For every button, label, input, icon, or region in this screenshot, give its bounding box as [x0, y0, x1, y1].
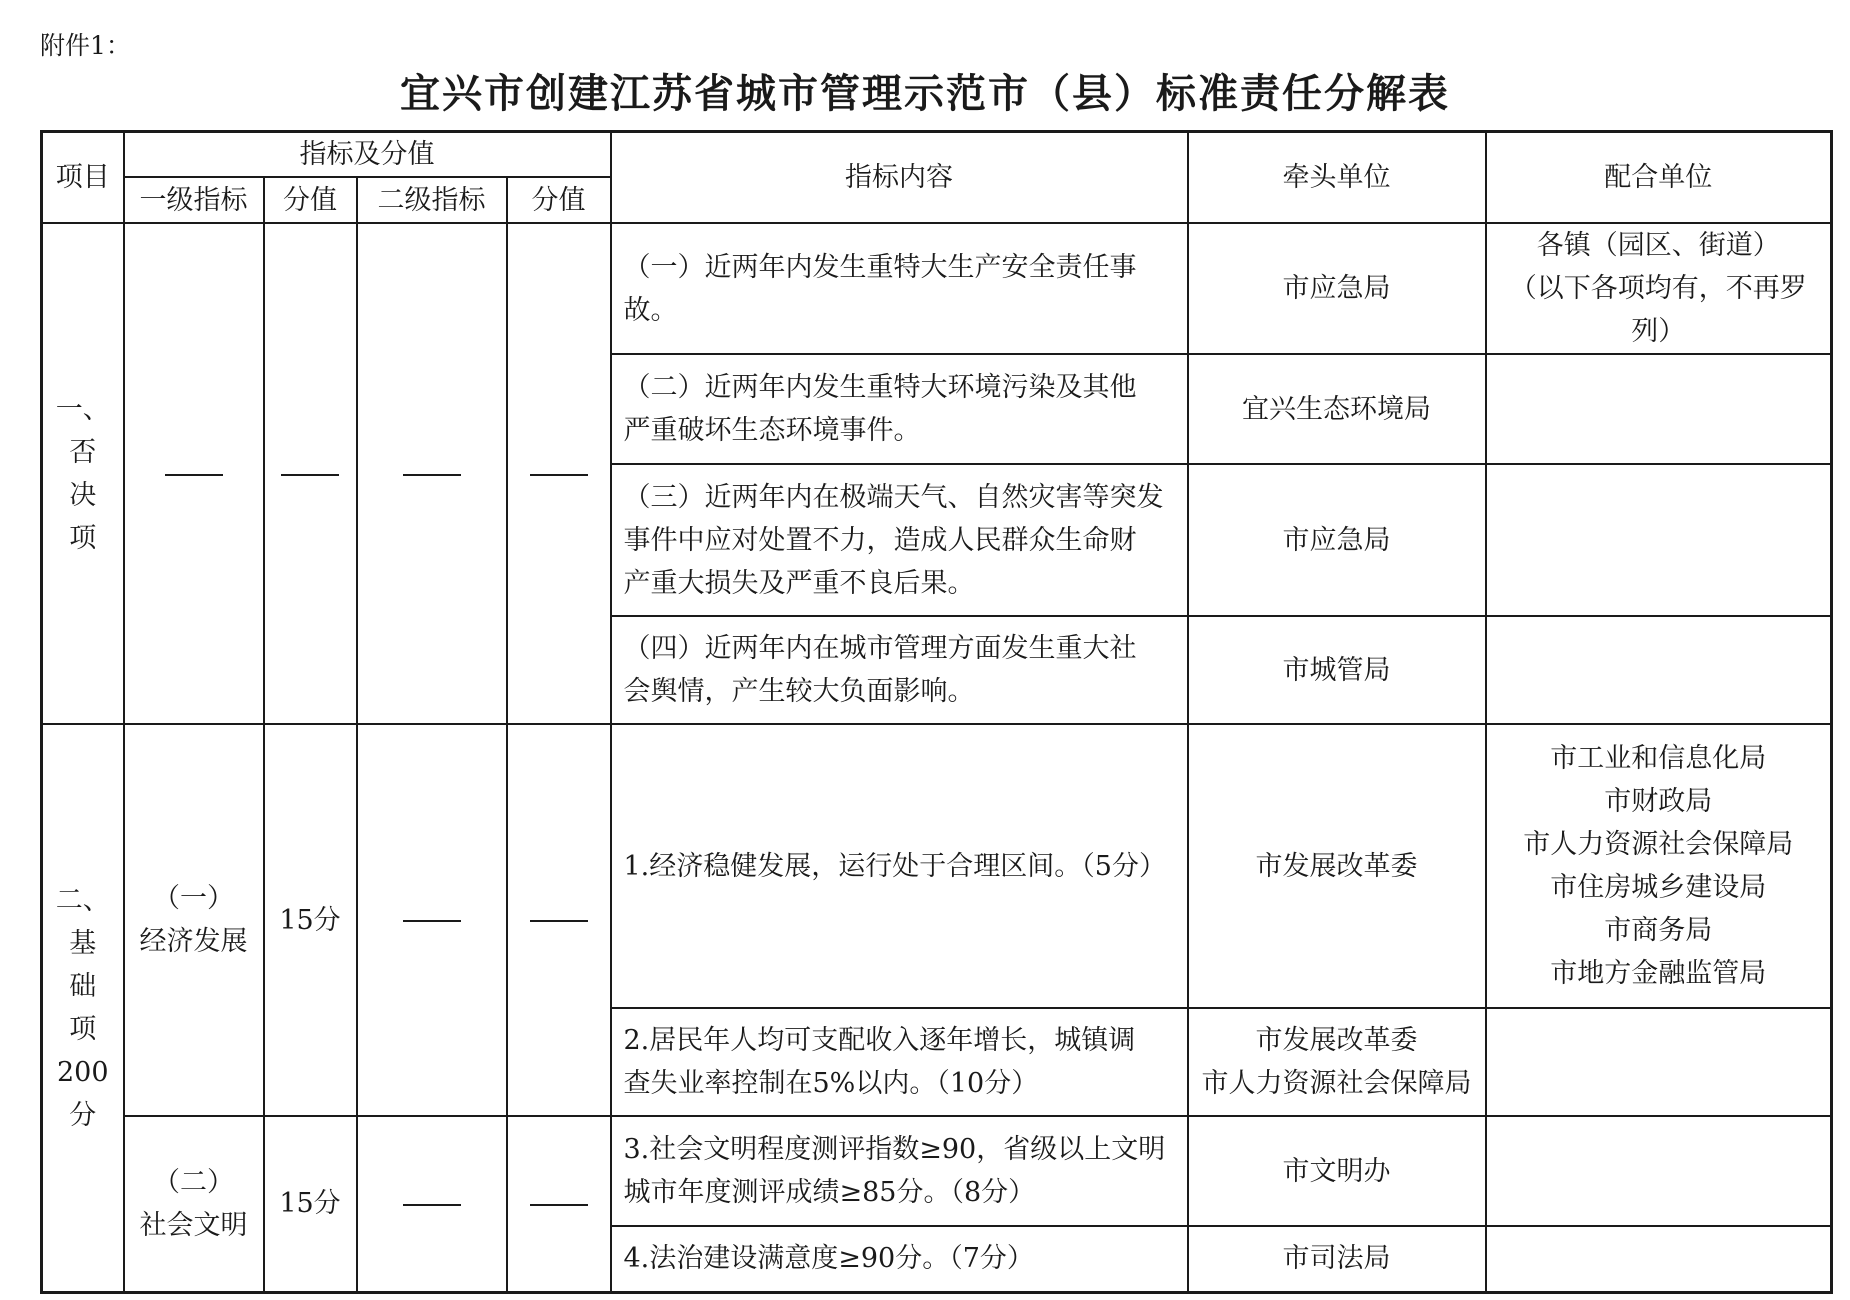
lead-cell: 宜兴生态环境局: [1188, 354, 1486, 464]
attachment-label: 附件1：: [40, 31, 131, 60]
table-row: [42, 1116, 1832, 1226]
lead-cell: 市应急局: [1188, 223, 1486, 354]
section1-level2: [357, 223, 507, 724]
content-cell: （四）近两年内在城市管理方面发生重大社 会舆情，产生较大负面影响。: [611, 616, 1188, 724]
lead-cell: 市发展改革委 市人力资源社会保障局: [1188, 1008, 1486, 1116]
table-row: [42, 724, 1832, 1008]
page-title: 宜兴市创建江苏省城市管理示范市（县）标准责任分解表: [400, 71, 1450, 117]
level2-cell: [357, 1116, 507, 1292]
score2-cell: [507, 724, 611, 1116]
lead-cell: 市文明办: [1188, 1116, 1486, 1226]
header-row-1: [42, 132, 1832, 178]
dash-mark: [403, 474, 461, 476]
score-cell: 15分: [264, 1116, 357, 1292]
section1-score2: [507, 223, 611, 724]
header-item: 项目: [42, 132, 124, 224]
header-level1: 一级指标: [124, 177, 264, 223]
header-level2: 二级指标: [357, 177, 507, 223]
content-cell: 4.法治建设满意度≥90分。（7分）: [611, 1226, 1188, 1292]
header-score: 分值: [264, 177, 357, 223]
cooperate-cell: [1486, 354, 1832, 464]
level1-cell: （二） 社会文明: [124, 1116, 264, 1292]
header-score2: 分值: [507, 177, 611, 223]
header-cooperate-unit: 配合单位: [1486, 132, 1832, 224]
section2-label: 二、 基 础 项 200 分: [42, 724, 124, 1292]
lead-cell: 市应急局: [1188, 464, 1486, 616]
lead-cell: 市司法局: [1188, 1226, 1486, 1292]
cooperate-cell: [1486, 1116, 1832, 1226]
content-cell: 1.经济稳健发展，运行处于合理区间。（5分）: [611, 724, 1188, 1008]
dash-mark: [530, 1204, 588, 1206]
lead-cell: 市城管局: [1188, 616, 1486, 724]
section1-level1: [124, 223, 264, 724]
dash-mark: [403, 1204, 461, 1206]
header-indicator-group: 指标及分值: [124, 132, 611, 178]
lead-cell: 市发展改革委: [1188, 724, 1486, 1008]
score-cell: 15分: [264, 724, 357, 1116]
section1-score: [264, 223, 357, 724]
score2-cell: [507, 1116, 611, 1292]
cooperate-cell: [1486, 616, 1832, 724]
content-cell: 2.居民年人均可支配收入逐年增长，城镇调 查失业率控制在5%以内。（10分）: [611, 1008, 1188, 1116]
cooperate-cell: [1486, 1008, 1832, 1116]
section1-label: 一、 否 决 项: [42, 223, 124, 724]
dash-mark: [530, 474, 588, 476]
cooperate-cell: 各镇（园区、街道） （以下各项均有，不再罗列）: [1486, 223, 1832, 354]
content-cell: （一）近两年内发生重特大生产安全责任事 故。: [611, 223, 1188, 354]
content-cell: （三）近两年内在极端天气、自然灾害等突发 事件中应对处置不力，造成人民群众生命财 产重大损失及严重不良后果。: [611, 464, 1188, 616]
dash-mark: [281, 474, 339, 476]
cooperate-cell: [1486, 1226, 1832, 1292]
header-lead-unit: 牵头单位: [1188, 132, 1486, 224]
level2-cell: [357, 724, 507, 1116]
cooperate-cell: [1486, 464, 1832, 616]
dash-mark: [530, 920, 588, 922]
cooperate-cell: 市工业和信息化局 市财政局 市人力资源社会保障局 市住房城乡建设局 市商务局 市地方金融监管局: [1486, 724, 1832, 1008]
table-row: [42, 223, 1832, 354]
responsibility-table: [40, 130, 1833, 1294]
dash-mark: [403, 920, 461, 922]
level1-cell: （一） 经济发展: [124, 724, 264, 1116]
content-cell: 3.社会文明程度测评指数≥90，省级以上文明 城市年度测评成绩≥85分。（8分）: [611, 1116, 1188, 1226]
dash-mark: [165, 474, 223, 476]
content-cell: （二）近两年内发生重特大环境污染及其他 严重破坏生态环境事件。: [611, 354, 1188, 464]
header-content: 指标内容: [611, 132, 1188, 224]
